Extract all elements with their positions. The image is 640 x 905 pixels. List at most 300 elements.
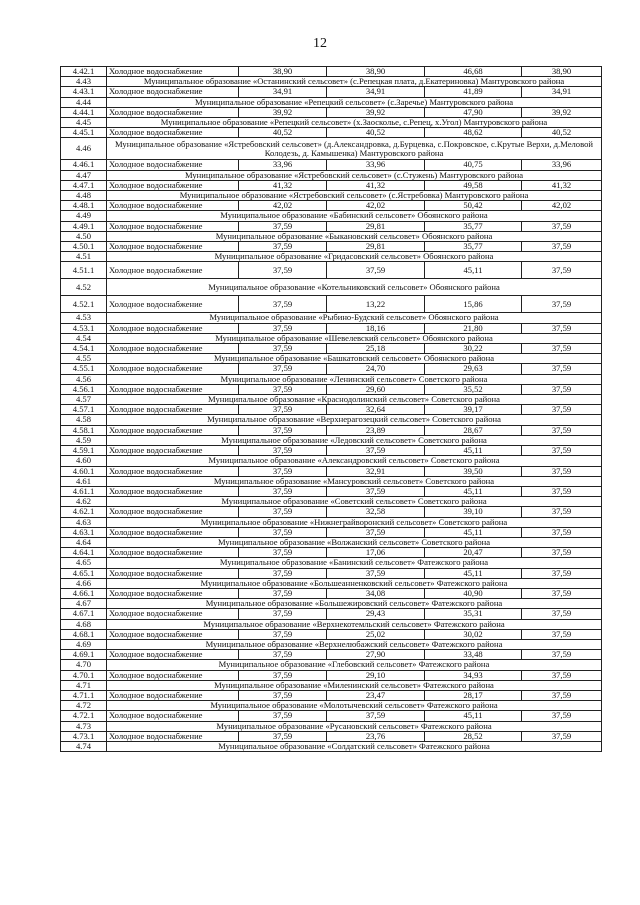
service-name: Холодное водоснабжение bbox=[107, 731, 239, 741]
row-number: 4.47.1 bbox=[61, 180, 107, 190]
service-name: Холодное водоснабжение bbox=[107, 405, 239, 415]
tariff-row bbox=[61, 128, 602, 138]
tariff-value-4: 37,59 bbox=[522, 344, 602, 354]
row-number: 4.54 bbox=[61, 333, 107, 343]
tariff-value-4: 34,91 bbox=[522, 87, 602, 97]
municipality-title: Муниципальное образование «Миленинский сельсовет» Фатежского района bbox=[107, 680, 602, 690]
municipality-row bbox=[61, 476, 602, 486]
row-number: 4.48 bbox=[61, 191, 107, 201]
tariff-value-2: 17,06 bbox=[327, 548, 425, 558]
tariff-value-4: 37,59 bbox=[522, 486, 602, 496]
service-name: Холодное водоснабжение bbox=[107, 87, 239, 97]
municipality-row bbox=[61, 374, 602, 384]
row-number: 4.66.1 bbox=[61, 588, 107, 598]
row-number: 4.51 bbox=[61, 252, 107, 262]
tariff-value-3: 45,11 bbox=[425, 446, 522, 456]
service-name: Холодное водоснабжение bbox=[107, 711, 239, 721]
tariff-value-3: 40,75 bbox=[425, 160, 522, 170]
tariff-value-4: 37,59 bbox=[522, 296, 602, 313]
row-number: 4.67 bbox=[61, 599, 107, 609]
tariff-value-2: 32,58 bbox=[327, 507, 425, 517]
tariff-value-2: 33,96 bbox=[327, 160, 425, 170]
tariff-value-1: 37,59 bbox=[239, 690, 327, 700]
service-name: Холодное водоснабжение bbox=[107, 323, 239, 333]
tariff-value-1: 37,59 bbox=[239, 446, 327, 456]
municipality-title: Муниципальное образование «Александровский сельсовет» Советского района bbox=[107, 456, 602, 466]
row-number: 4.54.1 bbox=[61, 344, 107, 354]
tariff-row bbox=[61, 629, 602, 639]
row-number: 4.65.1 bbox=[61, 568, 107, 578]
row-number: 4.60.1 bbox=[61, 466, 107, 476]
municipality-row bbox=[61, 619, 602, 629]
tariff-value-4: 37,59 bbox=[522, 588, 602, 598]
tariff-value-1: 37,59 bbox=[239, 425, 327, 435]
tariff-value-2: 29,43 bbox=[327, 609, 425, 619]
tariff-row bbox=[61, 548, 602, 558]
service-name: Холодное водоснабжение bbox=[107, 650, 239, 660]
municipality-title: Муниципальное образование «Ястребовский сельсовет» (с.Ястребовка) Мантуровского района bbox=[107, 191, 602, 201]
row-number: 4.43 bbox=[61, 77, 107, 87]
tariff-value-3: 28,17 bbox=[425, 690, 522, 700]
tariff-value-3: 49,58 bbox=[425, 180, 522, 190]
tariff-value-1: 37,59 bbox=[239, 588, 327, 598]
municipality-title: Муниципальное образование «Русановский сельсовет» Фатежского района bbox=[107, 721, 602, 731]
tariff-value-4: 37,59 bbox=[522, 323, 602, 333]
tariff-row bbox=[61, 221, 602, 231]
tariff-value-3: 39,10 bbox=[425, 507, 522, 517]
tariff-value-3: 35,77 bbox=[425, 242, 522, 252]
tariff-value-2: 37,59 bbox=[327, 262, 425, 279]
municipality-row bbox=[61, 558, 602, 568]
tariff-value-1: 37,59 bbox=[239, 364, 327, 374]
municipality-row bbox=[61, 741, 602, 751]
tariff-row bbox=[61, 160, 602, 170]
municipality-title: Муниципальное образование «Нижнеграйворонский сельсовет» Советского района bbox=[107, 517, 602, 527]
tariff-value-3: 28,52 bbox=[425, 731, 522, 741]
tariff-value-1: 38,90 bbox=[239, 67, 327, 77]
row-number: 4.58.1 bbox=[61, 425, 107, 435]
tariff-value-2: 23,47 bbox=[327, 690, 425, 700]
tariff-value-2: 24,70 bbox=[327, 364, 425, 374]
row-number: 4.43.1 bbox=[61, 87, 107, 97]
municipality-row bbox=[61, 701, 602, 711]
row-number: 4.69.1 bbox=[61, 650, 107, 660]
tariff-value-1: 37,59 bbox=[239, 405, 327, 415]
tariff-value-4: 37,59 bbox=[522, 629, 602, 639]
row-number: 4.59.1 bbox=[61, 446, 107, 456]
municipality-row bbox=[61, 578, 602, 588]
row-number: 4.60 bbox=[61, 456, 107, 466]
tariff-value-1: 37,59 bbox=[239, 507, 327, 517]
service-name: Холодное водоснабжение bbox=[107, 160, 239, 170]
tariff-value-1: 34,91 bbox=[239, 87, 327, 97]
tariff-value-3: 29,63 bbox=[425, 364, 522, 374]
tariff-value-1: 37,59 bbox=[239, 568, 327, 578]
municipality-row bbox=[61, 231, 602, 241]
tariff-value-4: 37,59 bbox=[522, 405, 602, 415]
municipality-title: Муниципальное образование «Волжанский сельсовет» Советского района bbox=[107, 537, 602, 547]
service-name: Холодное водоснабжение bbox=[107, 548, 239, 558]
tariff-value-4: 37,59 bbox=[522, 670, 602, 680]
municipality-row bbox=[61, 721, 602, 731]
row-number: 4.51.1 bbox=[61, 262, 107, 279]
row-number: 4.72.1 bbox=[61, 711, 107, 721]
row-number: 4.44 bbox=[61, 97, 107, 107]
municipality-row bbox=[61, 354, 602, 364]
tariff-value-1: 37,59 bbox=[239, 711, 327, 721]
tariff-row bbox=[61, 107, 602, 117]
service-name: Холодное водоснабжение bbox=[107, 242, 239, 252]
tariff-value-1: 37,59 bbox=[239, 323, 327, 333]
service-name: Холодное водоснабжение bbox=[107, 364, 239, 374]
municipality-title: Муниципальное образование «Краснодолинский сельсовет» Советского района bbox=[107, 395, 602, 405]
municipality-title: Муниципальное образование «Гридасовский сельсовет» Обоянского района bbox=[107, 252, 602, 262]
municipality-row bbox=[61, 252, 602, 262]
tariff-value-4: 37,59 bbox=[522, 242, 602, 252]
tariff-value-3: 30,22 bbox=[425, 344, 522, 354]
tariff-row bbox=[61, 344, 602, 354]
tariff-value-1: 37,59 bbox=[239, 221, 327, 231]
municipality-row bbox=[61, 599, 602, 609]
municipality-title: Муниципальное образование «Ястребовский сельсовет» (д.Александровка, д.Бурцевка, с.Покровское, с.Крутые Верхи, д.Меловой Колодезь, д. Камышенка) Мантуровского района bbox=[107, 138, 602, 160]
tariff-value-1: 37,59 bbox=[239, 650, 327, 660]
tariff-row bbox=[61, 446, 602, 456]
row-number: 4.64 bbox=[61, 537, 107, 547]
tariff-value-3: 39,50 bbox=[425, 466, 522, 476]
row-number: 4.42.1 bbox=[61, 67, 107, 77]
service-name: Холодное водоснабжение bbox=[107, 201, 239, 211]
tariff-value-3: 34,93 bbox=[425, 670, 522, 680]
row-number: 4.70 bbox=[61, 660, 107, 670]
municipality-row bbox=[61, 435, 602, 445]
municipality-title: Муниципальное образование «Большежировский сельсовет» Фатежского района bbox=[107, 599, 602, 609]
tariff-value-4: 37,59 bbox=[522, 650, 602, 660]
municipality-row bbox=[61, 170, 602, 180]
tariff-value-4: 37,59 bbox=[522, 425, 602, 435]
municipality-row bbox=[61, 97, 602, 107]
row-number: 4.68 bbox=[61, 619, 107, 629]
row-number: 4.63 bbox=[61, 517, 107, 527]
municipality-title: Муниципальное образование «Верхнекотемльский сельсовет» Фатежского района bbox=[107, 619, 602, 629]
tariff-value-2: 29,10 bbox=[327, 670, 425, 680]
tariff-value-2: 38,90 bbox=[327, 67, 425, 77]
tariff-value-1: 37,59 bbox=[239, 262, 327, 279]
tariff-row bbox=[61, 87, 602, 97]
tariff-value-1: 37,59 bbox=[239, 242, 327, 252]
row-number: 4.62 bbox=[61, 497, 107, 507]
service-name: Холодное водоснабжение bbox=[107, 425, 239, 435]
tariff-value-4: 33,96 bbox=[522, 160, 602, 170]
tariff-value-3: 35,52 bbox=[425, 384, 522, 394]
tariff-value-1: 37,59 bbox=[239, 527, 327, 537]
row-number: 4.48.1 bbox=[61, 201, 107, 211]
tariff-value-4: 38,90 bbox=[522, 67, 602, 77]
row-number: 4.68.1 bbox=[61, 629, 107, 639]
tariff-row bbox=[61, 690, 602, 700]
municipality-title: Муниципальное образование «Советский сельсовет» Советского района bbox=[107, 497, 602, 507]
municipality-row bbox=[61, 313, 602, 323]
municipality-row bbox=[61, 279, 602, 296]
row-number: 4.71.1 bbox=[61, 690, 107, 700]
tariff-value-2: 41,32 bbox=[327, 180, 425, 190]
tariff-row bbox=[61, 201, 602, 211]
service-name: Холодное водоснабжение bbox=[107, 221, 239, 231]
tariff-value-2: 29,60 bbox=[327, 384, 425, 394]
service-name: Холодное водоснабжение bbox=[107, 128, 239, 138]
municipality-title: Муниципальное образование «Молотычевский сельсовет» Фатежского района bbox=[107, 701, 602, 711]
row-number: 4.59 bbox=[61, 435, 107, 445]
row-number: 4.63.1 bbox=[61, 527, 107, 537]
tariff-value-2: 25,18 bbox=[327, 344, 425, 354]
municipality-row bbox=[61, 77, 602, 87]
service-name: Холодное водоснабжение bbox=[107, 384, 239, 394]
municipality-row bbox=[61, 415, 602, 425]
row-number: 4.52.1 bbox=[61, 296, 107, 313]
municipality-title: Муниципальное образование «Ленинский сельсовет» Советского района bbox=[107, 374, 602, 384]
tariff-value-3: 45,11 bbox=[425, 711, 522, 721]
row-number: 4.65 bbox=[61, 558, 107, 568]
municipality-title: Муниципальное образование «Репецкий сельсовет» (х.Заосколье, с.Репец, х.Угол) Мантуровского района bbox=[107, 118, 602, 128]
tariff-value-3: 48,62 bbox=[425, 128, 522, 138]
row-number: 4.46 bbox=[61, 138, 107, 160]
tariff-row bbox=[61, 425, 602, 435]
tariff-value-1: 40,52 bbox=[239, 128, 327, 138]
service-name: Холодное водоснабжение bbox=[107, 486, 239, 496]
row-number: 4.73.1 bbox=[61, 731, 107, 741]
municipality-title: Муниципальное образование «Башкатовский сельсовет» Обоянского района bbox=[107, 354, 602, 364]
row-number: 4.66 bbox=[61, 578, 107, 588]
row-number: 4.52 bbox=[61, 279, 107, 296]
tariff-value-2: 34,08 bbox=[327, 588, 425, 598]
tariff-table-body bbox=[61, 67, 602, 752]
row-number: 4.53 bbox=[61, 313, 107, 323]
tariff-value-4: 37,59 bbox=[522, 609, 602, 619]
tariff-value-1: 39,92 bbox=[239, 107, 327, 117]
municipality-row bbox=[61, 680, 602, 690]
tariff-value-1: 42,02 bbox=[239, 201, 327, 211]
service-name: Холодное водоснабжение bbox=[107, 180, 239, 190]
municipality-title: Муниципальное образование «Быкановский сельсовет» Обоянского района bbox=[107, 231, 602, 241]
service-name: Холодное водоснабжение bbox=[107, 568, 239, 578]
tariff-value-1: 37,59 bbox=[239, 466, 327, 476]
tariff-row bbox=[61, 731, 602, 741]
service-name: Холодное водоснабжение bbox=[107, 670, 239, 680]
tariff-value-4: 39,92 bbox=[522, 107, 602, 117]
municipality-title: Муниципальное образование «Репецкий сельсовет» (с.Заречье) Мантуровского района bbox=[107, 97, 602, 107]
row-number: 4.61.1 bbox=[61, 486, 107, 496]
row-number: 4.57.1 bbox=[61, 405, 107, 415]
row-number: 4.50 bbox=[61, 231, 107, 241]
row-number: 4.57 bbox=[61, 395, 107, 405]
tariff-value-4: 37,59 bbox=[522, 548, 602, 558]
row-number: 4.69 bbox=[61, 639, 107, 649]
municipality-title: Муниципальное образование «Солдатский сельсовет» Фатежского района bbox=[107, 741, 602, 751]
tariff-value-4: 37,59 bbox=[522, 364, 602, 374]
municipality-title: Муниципальное образование «Верхнелюбажский сельсовет» Фатежского района bbox=[107, 639, 602, 649]
municipality-title: Муниципальное образование «Мансуровский сельсовет» Советского района bbox=[107, 476, 602, 486]
service-name: Холодное водоснабжение bbox=[107, 690, 239, 700]
tariff-value-2: 25,02 bbox=[327, 629, 425, 639]
municipality-row bbox=[61, 660, 602, 670]
municipality-title: Муниципальное образование «Верхнерагозецкий сельсовет» Советского района bbox=[107, 415, 602, 425]
municipality-title: Муниципальное образование «Бабинский сельсовет» Обоянского района bbox=[107, 211, 602, 221]
service-name: Холодное водоснабжение bbox=[107, 609, 239, 619]
tariff-row bbox=[61, 507, 602, 517]
tariff-value-1: 37,59 bbox=[239, 486, 327, 496]
tariff-value-2: 34,91 bbox=[327, 87, 425, 97]
row-number: 4.67.1 bbox=[61, 609, 107, 619]
municipality-title: Муниципальное образование «Ледовский сельсовет» Советского района bbox=[107, 435, 602, 445]
row-number: 4.56 bbox=[61, 374, 107, 384]
tariff-row bbox=[61, 67, 602, 77]
tariff-value-3: 50,42 bbox=[425, 201, 522, 211]
tariff-row bbox=[61, 384, 602, 394]
tariff-value-2: 27,90 bbox=[327, 650, 425, 660]
row-number: 4.74 bbox=[61, 741, 107, 751]
municipality-row bbox=[61, 497, 602, 507]
service-name: Холодное водоснабжение bbox=[107, 629, 239, 639]
row-number: 4.72 bbox=[61, 701, 107, 711]
tariff-value-3: 35,31 bbox=[425, 609, 522, 619]
tariff-value-1: 37,59 bbox=[239, 384, 327, 394]
tariff-value-3: 41,89 bbox=[425, 87, 522, 97]
municipality-row bbox=[61, 333, 602, 343]
municipality-row bbox=[61, 191, 602, 201]
tariff-row bbox=[61, 670, 602, 680]
municipality-row bbox=[61, 211, 602, 221]
tariff-value-3: 35,77 bbox=[425, 221, 522, 231]
tariff-value-1: 37,59 bbox=[239, 629, 327, 639]
row-number: 4.46.1 bbox=[61, 160, 107, 170]
tariff-value-3: 30,02 bbox=[425, 629, 522, 639]
service-name: Холодное водоснабжение bbox=[107, 67, 239, 77]
row-number: 4.70.1 bbox=[61, 670, 107, 680]
tariff-value-2: 29,81 bbox=[327, 221, 425, 231]
tariff-value-3: 39,17 bbox=[425, 405, 522, 415]
row-number: 4.71 bbox=[61, 680, 107, 690]
tariff-value-3: 28,67 bbox=[425, 425, 522, 435]
tariff-value-2: 39,92 bbox=[327, 107, 425, 117]
tariff-row bbox=[61, 364, 602, 374]
tariff-value-2: 23,89 bbox=[327, 425, 425, 435]
tariff-row bbox=[61, 296, 602, 313]
tariff-value-4: 37,59 bbox=[522, 507, 602, 517]
tariff-value-4: 37,59 bbox=[522, 568, 602, 578]
tariff-row bbox=[61, 609, 602, 619]
row-number: 4.64.1 bbox=[61, 548, 107, 558]
municipality-title: Муниципальное образование «Ястребовский сельсовет» (с.Стужень) Мантуровского района bbox=[107, 170, 602, 180]
tariff-value-2: 37,59 bbox=[327, 568, 425, 578]
tariff-value-2: 32,64 bbox=[327, 405, 425, 415]
tariff-value-4: 37,59 bbox=[522, 690, 602, 700]
tariff-value-2: 29,81 bbox=[327, 242, 425, 252]
row-number: 4.61 bbox=[61, 476, 107, 486]
tariff-value-3: 45,11 bbox=[425, 568, 522, 578]
service-name: Холодное водоснабжение bbox=[107, 466, 239, 476]
service-name: Холодное водоснабжение bbox=[107, 507, 239, 517]
tariff-row bbox=[61, 262, 602, 279]
municipality-title: Муниципальное образование «Останинский сельсовет» (с.Репецкая плата, д.Екатериновка) Мантуровского района bbox=[107, 77, 602, 87]
tariff-value-4: 37,59 bbox=[522, 466, 602, 476]
municipality-row bbox=[61, 537, 602, 547]
tariff-value-3: 46,68 bbox=[425, 67, 522, 77]
municipality-title: Муниципальное образование «Большеанненковский сельсовет» Фатежского района bbox=[107, 578, 602, 588]
tariff-value-1: 37,59 bbox=[239, 670, 327, 680]
tariff-value-4: 37,59 bbox=[522, 731, 602, 741]
page-number: 12 bbox=[313, 36, 327, 51]
tariff-value-3: 45,11 bbox=[425, 486, 522, 496]
tariff-value-1: 37,59 bbox=[239, 344, 327, 354]
tariff-value-1: 37,59 bbox=[239, 731, 327, 741]
service-name: Холодное водоснабжение bbox=[107, 446, 239, 456]
tariff-row bbox=[61, 242, 602, 252]
row-number: 4.58 bbox=[61, 415, 107, 425]
municipality-title: Муниципальное образование «Рыбино-Будский сельсовет» Обоянского района bbox=[107, 313, 602, 323]
tariff-row bbox=[61, 588, 602, 598]
tariff-value-2: 40,52 bbox=[327, 128, 425, 138]
tariff-value-1: 33,96 bbox=[239, 160, 327, 170]
municipality-row bbox=[61, 456, 602, 466]
tariff-value-4: 41,32 bbox=[522, 180, 602, 190]
tariff-value-1: 37,59 bbox=[239, 548, 327, 558]
municipality-title: Муниципальное образование «Банинский сельсовет» Фатежского района bbox=[107, 558, 602, 568]
row-number: 4.53.1 bbox=[61, 323, 107, 333]
tariff-value-2: 13,22 bbox=[327, 296, 425, 313]
municipality-title: Муниципальное образование «Глебовский сельсовет» Фатежского района bbox=[107, 660, 602, 670]
municipality-row bbox=[61, 118, 602, 128]
row-number: 4.47 bbox=[61, 170, 107, 180]
row-number: 4.50.1 bbox=[61, 242, 107, 252]
tariff-value-3: 45,11 bbox=[425, 262, 522, 279]
tariff-value-2: 23,76 bbox=[327, 731, 425, 741]
service-name: Холодное водоснабжение bbox=[107, 262, 239, 279]
tariff-value-2: 37,59 bbox=[327, 711, 425, 721]
tariff-row bbox=[61, 650, 602, 660]
tariff-row bbox=[61, 180, 602, 190]
tariff-value-4: 37,59 bbox=[522, 221, 602, 231]
tariff-value-3: 40,90 bbox=[425, 588, 522, 598]
tariff-value-4: 42,02 bbox=[522, 201, 602, 211]
row-number: 4.49 bbox=[61, 211, 107, 221]
row-number: 4.45.1 bbox=[61, 128, 107, 138]
tariff-row bbox=[61, 711, 602, 721]
tariff-value-2: 37,59 bbox=[327, 527, 425, 537]
municipality-row bbox=[61, 639, 602, 649]
tariff-value-4: 37,59 bbox=[522, 384, 602, 394]
tariff-row bbox=[61, 323, 602, 333]
tariff-value-3: 47,90 bbox=[425, 107, 522, 117]
tariff-value-4: 37,59 bbox=[522, 262, 602, 279]
service-name: Холодное водоснабжение bbox=[107, 107, 239, 117]
row-number: 4.73 bbox=[61, 721, 107, 731]
service-name: Холодное водоснабжение bbox=[107, 588, 239, 598]
municipality-row bbox=[61, 138, 602, 160]
tariff-value-3: 20,47 bbox=[425, 548, 522, 558]
tariff-value-3: 21,80 bbox=[425, 323, 522, 333]
tariff-row bbox=[61, 466, 602, 476]
tariff-value-4: 40,52 bbox=[522, 128, 602, 138]
tariff-value-2: 32,91 bbox=[327, 466, 425, 476]
tariff-value-3: 45,11 bbox=[425, 527, 522, 537]
municipality-row bbox=[61, 517, 602, 527]
tariff-value-3: 33,48 bbox=[425, 650, 522, 660]
tariff-value-4: 37,59 bbox=[522, 446, 602, 456]
row-number: 4.62.1 bbox=[61, 507, 107, 517]
service-name: Холодное водоснабжение bbox=[107, 344, 239, 354]
tariff-value-2: 37,59 bbox=[327, 486, 425, 496]
service-name: Холодное водоснабжение bbox=[107, 296, 239, 313]
row-number: 4.56.1 bbox=[61, 384, 107, 394]
